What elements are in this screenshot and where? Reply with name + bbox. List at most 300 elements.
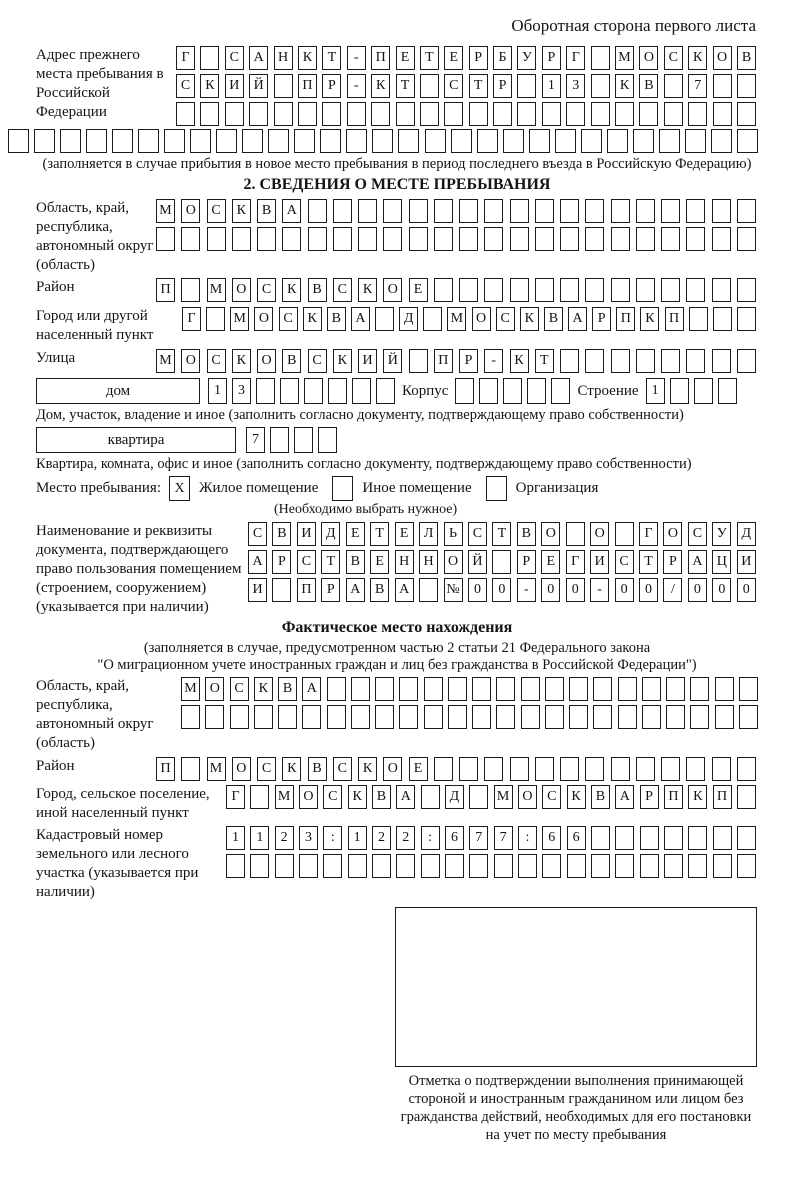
char-box[interactable]: А: [302, 677, 321, 701]
char-box[interactable]: [479, 378, 498, 404]
char-box[interactable]: [535, 757, 554, 781]
char-box[interactable]: [566, 522, 585, 546]
char-box[interactable]: [560, 757, 579, 781]
char-box[interactable]: [639, 102, 658, 126]
char-box[interactable]: [280, 378, 299, 404]
char-box[interactable]: [469, 854, 488, 878]
char-box[interactable]: П: [156, 757, 175, 781]
char-box[interactable]: О: [299, 785, 318, 809]
char-box[interactable]: [686, 757, 705, 781]
char-box[interactable]: [420, 102, 439, 126]
char-box[interactable]: 7: [494, 826, 513, 850]
char-box[interactable]: Л: [419, 522, 438, 546]
checkbox[interactable]: [332, 476, 353, 501]
char-box[interactable]: [739, 677, 758, 701]
char-box[interactable]: Р: [640, 785, 659, 809]
char-box[interactable]: [375, 307, 394, 331]
char-box[interactable]: Д: [737, 522, 756, 546]
char-box[interactable]: [712, 278, 731, 302]
char-box[interactable]: С: [257, 757, 276, 781]
char-box[interactable]: В: [257, 199, 276, 223]
char-box[interactable]: Р: [663, 550, 682, 574]
char-box[interactable]: [348, 854, 367, 878]
char-box[interactable]: [351, 677, 370, 701]
char-box[interactable]: О: [205, 677, 224, 701]
char-box[interactable]: [444, 102, 463, 126]
char-box[interactable]: Г: [566, 550, 585, 574]
char-box[interactable]: В: [278, 677, 297, 701]
char-box[interactable]: Е: [541, 550, 560, 574]
char-box[interactable]: [611, 199, 630, 223]
char-box[interactable]: [250, 854, 269, 878]
char-box[interactable]: [225, 102, 244, 126]
char-box[interactable]: О: [444, 550, 463, 574]
char-box[interactable]: [445, 854, 464, 878]
char-box[interactable]: Е: [370, 550, 389, 574]
char-box[interactable]: К: [688, 46, 707, 70]
char-box[interactable]: [318, 427, 337, 453]
char-box[interactable]: Г: [176, 46, 195, 70]
char-box[interactable]: 0: [566, 578, 585, 602]
char-box[interactable]: [434, 278, 453, 302]
char-box[interactable]: [661, 199, 680, 223]
char-box[interactable]: [715, 677, 734, 701]
char-box[interactable]: [569, 677, 588, 701]
char-box[interactable]: [448, 705, 467, 729]
char-box[interactable]: 6: [542, 826, 561, 850]
char-box[interactable]: [164, 129, 185, 153]
char-box[interactable]: [383, 227, 402, 251]
char-box[interactable]: И: [358, 349, 377, 373]
char-box[interactable]: [376, 378, 395, 404]
char-box[interactable]: М: [230, 307, 249, 331]
char-box[interactable]: 7: [688, 74, 707, 98]
char-box[interactable]: Е: [346, 522, 365, 546]
char-box[interactable]: С: [308, 349, 327, 373]
char-box[interactable]: [421, 785, 440, 809]
char-box[interactable]: [737, 199, 756, 223]
char-box[interactable]: [560, 349, 579, 373]
char-box[interactable]: [542, 854, 561, 878]
char-box[interactable]: [257, 227, 276, 251]
char-box[interactable]: 3: [566, 74, 585, 98]
char-box[interactable]: [86, 129, 107, 153]
char-box[interactable]: О: [232, 278, 251, 302]
char-box[interactable]: К: [358, 757, 377, 781]
char-box[interactable]: [737, 307, 756, 331]
char-box[interactable]: [181, 757, 200, 781]
char-box[interactable]: -: [347, 46, 366, 70]
char-box[interactable]: [181, 227, 200, 251]
char-box[interactable]: /: [663, 578, 682, 602]
char-box[interactable]: [581, 129, 602, 153]
char-box[interactable]: [661, 278, 680, 302]
char-box[interactable]: Д: [321, 522, 340, 546]
char-box[interactable]: 0: [639, 578, 658, 602]
char-box[interactable]: [713, 74, 732, 98]
char-box[interactable]: [636, 757, 655, 781]
char-box[interactable]: [591, 46, 610, 70]
char-box[interactable]: [636, 349, 655, 373]
char-box[interactable]: П: [434, 349, 453, 373]
char-box[interactable]: Т: [492, 522, 511, 546]
char-box[interactable]: Р: [542, 46, 561, 70]
char-box[interactable]: [585, 199, 604, 223]
char-box[interactable]: [618, 705, 637, 729]
char-box[interactable]: Т: [370, 522, 389, 546]
char-box[interactable]: [327, 705, 346, 729]
char-box[interactable]: [200, 46, 219, 70]
char-box[interactable]: [308, 227, 327, 251]
char-box[interactable]: [398, 129, 419, 153]
char-box[interactable]: [560, 278, 579, 302]
char-box[interactable]: [459, 278, 478, 302]
char-box[interactable]: [299, 854, 318, 878]
char-box[interactable]: [686, 278, 705, 302]
char-box[interactable]: 3: [232, 378, 251, 404]
char-box[interactable]: О: [518, 785, 537, 809]
char-box[interactable]: [737, 129, 758, 153]
char-box[interactable]: [423, 307, 442, 331]
char-box[interactable]: [176, 102, 195, 126]
char-box[interactable]: С: [207, 349, 226, 373]
checkbox[interactable]: [486, 476, 507, 501]
char-box[interactable]: [737, 854, 756, 878]
char-box[interactable]: [472, 705, 491, 729]
char-box[interactable]: Т: [322, 46, 341, 70]
char-box[interactable]: [585, 227, 604, 251]
char-box[interactable]: [712, 349, 731, 373]
char-box[interactable]: [664, 74, 683, 98]
char-box[interactable]: О: [472, 307, 491, 331]
char-box[interactable]: [420, 74, 439, 98]
char-box[interactable]: [712, 757, 731, 781]
char-box[interactable]: [424, 705, 443, 729]
char-box[interactable]: К: [232, 199, 251, 223]
char-box[interactable]: [510, 199, 529, 223]
char-box[interactable]: [688, 854, 707, 878]
char-box[interactable]: -: [484, 349, 503, 373]
char-box[interactable]: [688, 826, 707, 850]
char-box[interactable]: В: [517, 522, 536, 546]
char-box[interactable]: [510, 278, 529, 302]
char-box[interactable]: [434, 227, 453, 251]
char-box[interactable]: 1: [208, 378, 227, 404]
char-box[interactable]: [226, 854, 245, 878]
char-box[interactable]: С: [225, 46, 244, 70]
char-box[interactable]: [591, 74, 610, 98]
char-box[interactable]: [375, 677, 394, 701]
char-box[interactable]: [472, 677, 491, 701]
char-box[interactable]: [659, 129, 680, 153]
char-box[interactable]: [270, 427, 289, 453]
char-box[interactable]: [591, 854, 610, 878]
char-box[interactable]: [493, 102, 512, 126]
char-box[interactable]: [190, 129, 211, 153]
char-box[interactable]: Т: [420, 46, 439, 70]
char-box[interactable]: С: [468, 522, 487, 546]
char-box[interactable]: Й: [468, 550, 487, 574]
char-box[interactable]: С: [323, 785, 342, 809]
char-box[interactable]: [694, 378, 713, 404]
char-box[interactable]: С: [542, 785, 561, 809]
char-box[interactable]: П: [156, 278, 175, 302]
char-box[interactable]: А: [688, 550, 707, 574]
char-box[interactable]: [232, 227, 251, 251]
char-box[interactable]: Р: [493, 74, 512, 98]
char-box[interactable]: [636, 227, 655, 251]
char-box[interactable]: 0: [492, 578, 511, 602]
char-box[interactable]: 0: [712, 578, 731, 602]
char-box[interactable]: [275, 854, 294, 878]
char-box[interactable]: [551, 378, 570, 404]
char-box[interactable]: [618, 677, 637, 701]
char-box[interactable]: [664, 102, 683, 126]
char-box[interactable]: [268, 129, 289, 153]
char-box[interactable]: [591, 826, 610, 850]
char-box[interactable]: 6: [445, 826, 464, 850]
char-box[interactable]: К: [615, 74, 634, 98]
char-box[interactable]: Т: [321, 550, 340, 574]
char-box[interactable]: О: [383, 757, 402, 781]
char-box[interactable]: [642, 677, 661, 701]
char-box[interactable]: [545, 677, 564, 701]
char-box[interactable]: [640, 826, 659, 850]
char-box[interactable]: О: [232, 757, 251, 781]
char-box[interactable]: -: [517, 578, 536, 602]
char-box[interactable]: [112, 129, 133, 153]
char-box[interactable]: [686, 199, 705, 223]
char-box[interactable]: [633, 129, 654, 153]
char-box[interactable]: [304, 378, 323, 404]
char-box[interactable]: П: [664, 785, 683, 809]
char-box[interactable]: Г: [639, 522, 658, 546]
char-box[interactable]: [713, 307, 732, 331]
char-box[interactable]: [409, 227, 428, 251]
char-box[interactable]: [636, 278, 655, 302]
char-box[interactable]: [399, 705, 418, 729]
char-box[interactable]: [615, 102, 634, 126]
char-box[interactable]: [636, 199, 655, 223]
char-box[interactable]: Е: [409, 278, 428, 302]
char-box[interactable]: [615, 522, 634, 546]
char-box[interactable]: 2: [396, 826, 415, 850]
char-box[interactable]: С: [333, 278, 352, 302]
char-box[interactable]: :: [323, 826, 342, 850]
char-box[interactable]: [664, 826, 683, 850]
char-box[interactable]: [477, 129, 498, 153]
char-box[interactable]: Г: [182, 307, 201, 331]
char-box[interactable]: К: [348, 785, 367, 809]
char-box[interactable]: [517, 74, 536, 98]
char-box[interactable]: [409, 349, 428, 373]
char-box[interactable]: М: [447, 307, 466, 331]
char-box[interactable]: О: [383, 278, 402, 302]
char-box[interactable]: [333, 199, 352, 223]
char-box[interactable]: [358, 227, 377, 251]
char-box[interactable]: У: [712, 522, 731, 546]
char-box[interactable]: [521, 677, 540, 701]
char-box[interactable]: Е: [409, 757, 428, 781]
char-box[interactable]: В: [544, 307, 563, 331]
char-box[interactable]: С: [333, 757, 352, 781]
char-box[interactable]: [503, 378, 522, 404]
char-box[interactable]: [419, 578, 438, 602]
char-box[interactable]: [294, 427, 313, 453]
char-box[interactable]: [640, 854, 659, 878]
char-box[interactable]: [333, 227, 352, 251]
char-box[interactable]: О: [713, 46, 732, 70]
char-box[interactable]: [272, 578, 291, 602]
char-box[interactable]: [494, 854, 513, 878]
char-box[interactable]: В: [282, 349, 301, 373]
char-box[interactable]: В: [346, 550, 365, 574]
char-box[interactable]: М: [156, 349, 175, 373]
char-box[interactable]: О: [254, 307, 273, 331]
char-box[interactable]: П: [298, 74, 317, 98]
char-box[interactable]: В: [308, 278, 327, 302]
char-box[interactable]: [205, 705, 224, 729]
char-box[interactable]: [434, 757, 453, 781]
char-box[interactable]: А: [248, 550, 267, 574]
char-box[interactable]: [737, 757, 756, 781]
char-box[interactable]: 6: [567, 826, 586, 850]
char-box[interactable]: [535, 278, 554, 302]
char-box[interactable]: 7: [469, 826, 488, 850]
char-box[interactable]: [347, 102, 366, 126]
char-box[interactable]: [327, 677, 346, 701]
char-box[interactable]: 1: [250, 826, 269, 850]
char-box[interactable]: О: [639, 46, 658, 70]
char-box[interactable]: Т: [639, 550, 658, 574]
char-box[interactable]: [8, 129, 29, 153]
char-box[interactable]: [425, 129, 446, 153]
char-box[interactable]: О: [181, 349, 200, 373]
char-box[interactable]: -: [347, 74, 366, 98]
char-box[interactable]: [715, 705, 734, 729]
char-box[interactable]: [434, 199, 453, 223]
char-box[interactable]: А: [396, 785, 415, 809]
char-box[interactable]: А: [395, 578, 414, 602]
char-box[interactable]: [545, 705, 564, 729]
char-box[interactable]: В: [372, 785, 391, 809]
char-box[interactable]: 0: [468, 578, 487, 602]
char-box[interactable]: К: [640, 307, 659, 331]
char-box[interactable]: [206, 307, 225, 331]
char-box[interactable]: [274, 102, 293, 126]
checkbox[interactable]: X: [169, 476, 190, 501]
char-box[interactable]: [503, 129, 524, 153]
char-box[interactable]: [611, 227, 630, 251]
char-box[interactable]: Й: [383, 349, 402, 373]
char-box[interactable]: П: [297, 578, 316, 602]
char-box[interactable]: И: [590, 550, 609, 574]
char-box[interactable]: [518, 854, 537, 878]
char-box[interactable]: Д: [399, 307, 418, 331]
char-box[interactable]: Р: [469, 46, 488, 70]
char-box[interactable]: [527, 378, 546, 404]
char-box[interactable]: [510, 227, 529, 251]
char-box[interactable]: [737, 102, 756, 126]
char-box[interactable]: К: [358, 278, 377, 302]
char-box[interactable]: [535, 199, 554, 223]
char-box[interactable]: [593, 677, 612, 701]
char-box[interactable]: [399, 677, 418, 701]
char-box[interactable]: 3: [299, 826, 318, 850]
char-box[interactable]: М: [494, 785, 513, 809]
char-box[interactable]: С: [688, 522, 707, 546]
char-box[interactable]: [372, 854, 391, 878]
char-box[interactable]: О: [181, 199, 200, 223]
char-box[interactable]: А: [615, 785, 634, 809]
char-box[interactable]: В: [327, 307, 346, 331]
char-box[interactable]: [216, 129, 237, 153]
char-box[interactable]: С: [230, 677, 249, 701]
char-box[interactable]: [555, 129, 576, 153]
char-box[interactable]: [323, 854, 342, 878]
char-box[interactable]: [593, 705, 612, 729]
char-box[interactable]: [469, 785, 488, 809]
char-box[interactable]: [274, 74, 293, 98]
char-box[interactable]: [484, 199, 503, 223]
char-box[interactable]: Т: [469, 74, 488, 98]
char-box[interactable]: К: [282, 757, 301, 781]
char-box[interactable]: В: [639, 74, 658, 98]
char-box[interactable]: К: [232, 349, 251, 373]
char-box[interactable]: 1: [542, 74, 561, 98]
char-box[interactable]: [250, 785, 269, 809]
char-box[interactable]: [256, 378, 275, 404]
char-box[interactable]: М: [156, 199, 175, 223]
char-box[interactable]: [737, 826, 756, 850]
char-box[interactable]: [254, 705, 273, 729]
char-box[interactable]: К: [200, 74, 219, 98]
char-box[interactable]: Й: [249, 74, 268, 98]
char-box[interactable]: [661, 227, 680, 251]
char-box[interactable]: К: [282, 278, 301, 302]
char-box[interactable]: [308, 199, 327, 223]
char-box[interactable]: [666, 677, 685, 701]
char-box[interactable]: Е: [396, 46, 415, 70]
char-box[interactable]: К: [298, 46, 317, 70]
char-box[interactable]: Н: [274, 46, 293, 70]
char-box[interactable]: [448, 677, 467, 701]
char-box[interactable]: [294, 129, 315, 153]
char-box[interactable]: [484, 227, 503, 251]
char-box[interactable]: М: [207, 278, 226, 302]
char-box[interactable]: А: [249, 46, 268, 70]
char-box[interactable]: И: [297, 522, 316, 546]
char-box[interactable]: [566, 102, 585, 126]
char-box[interactable]: [322, 102, 341, 126]
char-box[interactable]: [496, 677, 515, 701]
char-box[interactable]: [611, 757, 630, 781]
char-box[interactable]: С: [176, 74, 195, 98]
char-box[interactable]: [459, 757, 478, 781]
char-box[interactable]: А: [351, 307, 370, 331]
char-box[interactable]: [615, 826, 634, 850]
char-box[interactable]: [181, 278, 200, 302]
char-box[interactable]: [496, 705, 515, 729]
char-box[interactable]: [585, 278, 604, 302]
char-box[interactable]: А: [568, 307, 587, 331]
char-box[interactable]: [484, 278, 503, 302]
char-box[interactable]: 0: [615, 578, 634, 602]
char-box[interactable]: Р: [592, 307, 611, 331]
char-box[interactable]: [670, 378, 689, 404]
char-box[interactable]: [60, 129, 81, 153]
char-box[interactable]: [737, 785, 756, 809]
